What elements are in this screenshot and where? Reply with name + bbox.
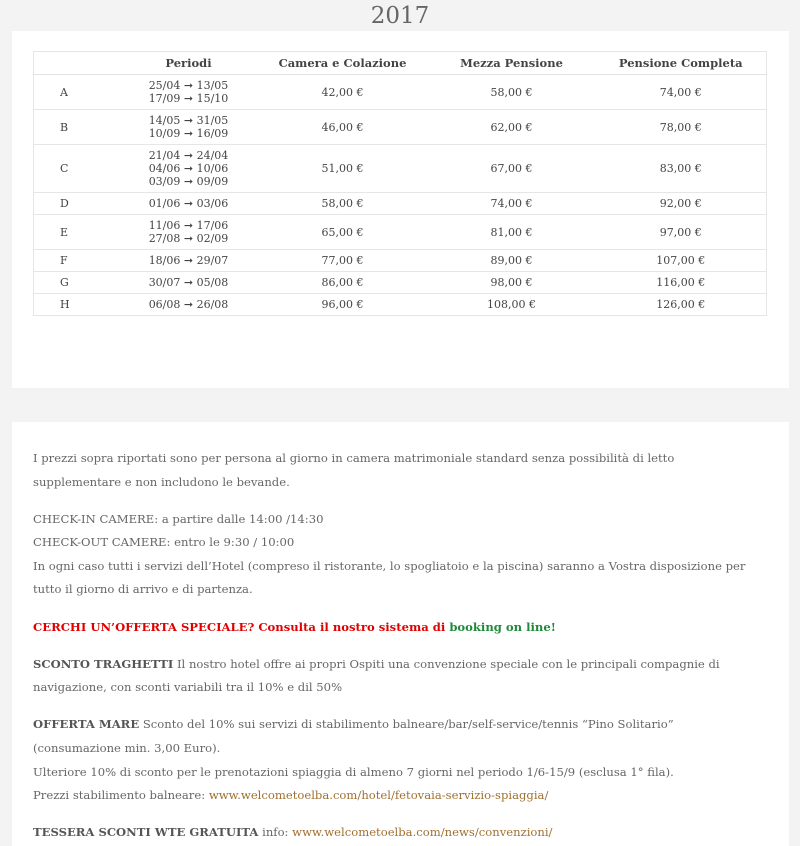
table-row [34, 193, 767, 215]
price-bed-breakfast: 58,00 € [258, 193, 428, 215]
row-periods [120, 145, 258, 193]
price-full-board: 74,00 € [596, 75, 767, 110]
info-text [33, 447, 763, 846]
row-periods [120, 75, 258, 110]
period-range: 30/07 ➞ 05/08 [148, 276, 229, 289]
period-range: 04/06 ➞ 10/06 [148, 162, 229, 175]
discount-card-line [33, 821, 763, 845]
beach-prices-line [33, 784, 763, 808]
table-header-row [34, 52, 767, 75]
price-full-board: 126,00 € [596, 294, 767, 316]
discount-card-link[interactable]: www.welcometoelba.com/news/convenzioni/ [292, 825, 553, 840]
price-full-board: 107,00 € [596, 250, 767, 272]
checkout-line: CHECK-OUT CAMERE: entro le 9:30 / 10:00 [33, 535, 295, 550]
price-half-board: 74,00 € [428, 193, 596, 215]
sea-offer-text: Sconto del 10% sui servizi di stabilimento balneare/bar/self-service/tennis “Pino Solitario” (consumazione min. 3,00 Euro). [33, 717, 674, 755]
period-range: 06/08 ➞ 26/08 [148, 298, 229, 311]
price-bed-breakfast: 42,00 € [258, 75, 428, 110]
table-row [34, 75, 767, 110]
discount-card-text: info: [258, 825, 293, 840]
price-bed-breakfast: 46,00 € [258, 110, 428, 145]
header-category [34, 52, 120, 75]
header-full-board: Pensione Completa [596, 52, 767, 75]
period-range: 14/05 ➞ 31/05 [148, 114, 229, 127]
header-periods: Periodi [120, 52, 258, 75]
price-bed-breakfast: 86,00 € [258, 272, 428, 294]
services-paragraph: In ogni caso tutti i servizi dell’Hotel (compreso il ristorante, lo spogliatoio e la piscina) saranno a Vostra disposizione per tutto il giorno di arrivo e di partenza. [33, 558, 746, 597]
row-category: A [34, 75, 120, 110]
row-category: H [34, 294, 120, 316]
table-row [34, 294, 767, 316]
beach-prices-label: Prezzi stabilimento balneare: [33, 788, 209, 803]
header-bed-breakfast: Camera e Colazione [258, 52, 428, 75]
period-range: 11/06 ➞ 17/06 [148, 219, 229, 232]
row-periods [120, 193, 258, 215]
row-periods [120, 294, 258, 316]
row-category: D [34, 193, 120, 215]
row-periods [120, 272, 258, 294]
sea-offer-paragraph [33, 713, 763, 760]
table-body [34, 75, 767, 316]
table-row [34, 250, 767, 272]
checkin-line: CHECK-IN CAMERE: a partire dalle 14:00 /14:30 [33, 511, 324, 526]
table-row [34, 145, 767, 193]
ferry-discount-paragraph [33, 653, 763, 700]
period-range: 21/04 ➞ 24/04 [148, 149, 229, 162]
price-half-board: 67,00 € [428, 145, 596, 193]
beach-prices-link[interactable]: www.welcometoelba.com/hotel/fetovaia-servizio-spiaggia/ [208, 788, 549, 803]
special-offer-paragraph [33, 616, 763, 640]
row-category: C [34, 145, 120, 193]
price-half-board: 62,00 € [428, 110, 596, 145]
row-periods [120, 215, 258, 250]
price-half-board: 89,00 € [428, 250, 596, 272]
sea-offer-label: OFFERTA MARE [33, 717, 140, 732]
price-bed-breakfast: 77,00 € [258, 250, 428, 272]
intro-paragraph: I prezzi sopra riportati sono per persona al giorno in camera matrimoniale standard senza possibilità di letto supplementare e non includono le bevande. [33, 451, 675, 489]
booking-online-link[interactable]: booking on line! [449, 619, 556, 634]
ferry-discount-label: SCONTO TRAGHETTI [33, 656, 174, 671]
row-periods [120, 110, 258, 145]
price-half-board: 108,00 € [428, 294, 596, 316]
sea-offer-extra: Ulteriore 10% di sconto per le prenotazioni spiaggia di almeno 7 giorni nel periodo 1/6-15/9 (esclusa 1° fila). [33, 764, 674, 779]
price-full-board: 78,00 € [596, 110, 767, 145]
header-half-board: Mezza Pensione [428, 52, 596, 75]
price-bed-breakfast: 65,00 € [258, 215, 428, 250]
table-row [34, 110, 767, 145]
period-range: 17/09 ➞ 15/10 [148, 92, 229, 105]
ferry-discount-text: Il nostro hotel offre ai propri Ospiti una convenzione speciale con le principali compagnie di navigazione, con sconti variabili tra il 10% e dil 50% [33, 656, 720, 695]
price-bed-breakfast: 51,00 € [258, 145, 428, 193]
discount-card-label: TESSERA SCONTI WTE GRATUITA [33, 825, 259, 840]
row-category: G [34, 272, 120, 294]
price-half-board: 98,00 € [428, 272, 596, 294]
row-category: B [34, 110, 120, 145]
price-half-board: 58,00 € [428, 75, 596, 110]
period-range: 25/04 ➞ 13/05 [148, 79, 229, 92]
info-card [12, 422, 789, 846]
period-range: 03/09 ➞ 09/09 [148, 175, 229, 188]
period-range: 10/09 ➞ 16/09 [148, 127, 229, 140]
price-full-board: 97,00 € [596, 215, 767, 250]
table-row [34, 215, 767, 250]
table-row [34, 272, 767, 294]
price-half-board: 81,00 € [428, 215, 596, 250]
period-range: 27/08 ➞ 02/09 [148, 232, 229, 245]
price-bed-breakfast: 96,00 € [258, 294, 428, 316]
special-offer-text: CERCHI UN’OFFERTA SPECIALE? Consulta il nostro sistema di [33, 619, 450, 634]
row-category: E [34, 215, 120, 250]
row-category: F [34, 250, 120, 272]
period-range: 01/06 ➞ 03/06 [148, 197, 229, 210]
year-heading: 2017 [370, 3, 430, 29]
price-table-card [12, 31, 789, 388]
price-full-board: 92,00 € [596, 193, 767, 215]
price-full-board: 116,00 € [596, 272, 767, 294]
period-range: 18/06 ➞ 29/07 [148, 254, 229, 267]
price-table [33, 51, 767, 316]
price-full-board: 83,00 € [596, 145, 767, 193]
row-periods [120, 250, 258, 272]
